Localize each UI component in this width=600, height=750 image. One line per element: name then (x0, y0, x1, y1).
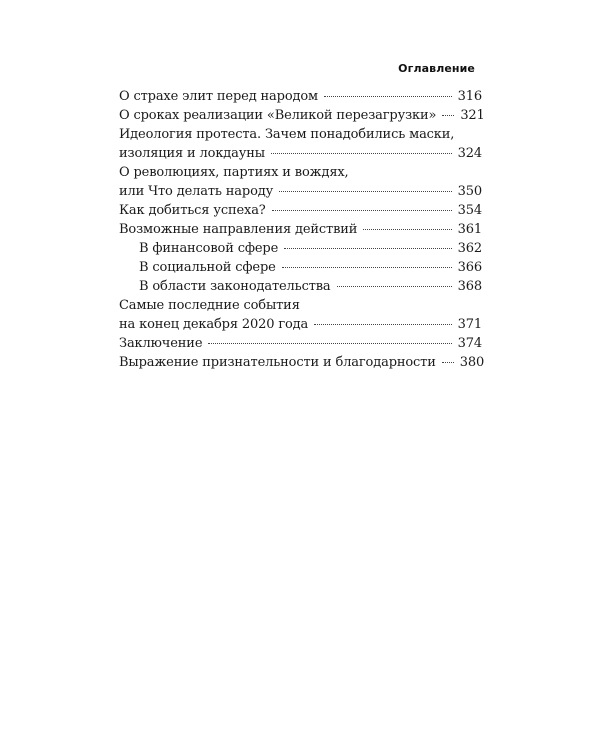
toc-entry-title-line: Самые последние события (119, 298, 300, 313)
toc-entry (119, 201, 482, 220)
running-head-title: Оглавление (398, 62, 475, 75)
toc-page-number: 350 (457, 184, 482, 199)
toc-entry-title: Как добиться успеха? (119, 203, 266, 218)
toc-entry (119, 353, 485, 372)
toc-entry-title: О сроках реализации «Великой перезагрузки» (119, 108, 437, 123)
dot-leader (279, 191, 452, 192)
dot-leader (442, 362, 454, 363)
table-of-contents (119, 87, 485, 372)
toc-subentry (119, 258, 482, 277)
toc-page-number: 368 (457, 279, 482, 294)
toc-page-number: 354 (457, 203, 482, 218)
dot-leader (442, 115, 454, 116)
toc-page-number: 371 (457, 317, 482, 332)
toc-page-number: 321 (460, 108, 485, 123)
toc-entry-title: Возможные направления действий (119, 222, 358, 237)
dot-leader (363, 229, 451, 230)
toc-page-number: 316 (457, 89, 482, 104)
toc-entry-title: В финансовой сфере (139, 241, 279, 256)
toc-entry-title: Выражение признательности и благодарности (119, 355, 436, 370)
toc-entry-title-line: на конец декабря 2020 года (119, 317, 309, 332)
dot-leader (208, 343, 451, 344)
dot-leader (314, 324, 452, 325)
toc-entry (119, 163, 482, 201)
toc-page-number: 324 (457, 146, 482, 161)
toc-entry (119, 220, 482, 239)
toc-page-number: 362 (457, 241, 482, 256)
toc-entry-title-line: изоляция и локдауны (119, 146, 265, 161)
toc-entry-title-line: или Что делать народу (119, 184, 274, 199)
toc-entry (119, 334, 482, 353)
dot-leader (324, 96, 452, 97)
dot-leader (282, 267, 452, 268)
toc-subentry (119, 277, 482, 296)
toc-entry (119, 125, 482, 163)
toc-subentry (119, 239, 482, 258)
toc-page-number: 361 (457, 222, 482, 237)
toc-entry-title: В области законодательства (139, 279, 331, 294)
dot-leader (337, 286, 452, 287)
toc-entry-title: В социальной сфере (139, 260, 276, 275)
toc-entry (119, 296, 482, 334)
dot-leader (272, 210, 452, 211)
dot-leader (284, 248, 452, 249)
toc-entry (119, 106, 485, 125)
toc-entry-title: Заключение (119, 336, 203, 351)
toc-page-number: 374 (457, 336, 482, 351)
toc-entry-title-line: О революциях, партиях и вождях, (119, 165, 349, 180)
dot-leader (271, 153, 452, 154)
toc-entry (119, 87, 482, 106)
toc-page-number: 366 (457, 260, 482, 275)
toc-page-number: 380 (459, 355, 485, 370)
toc-entry-title: О страхе элит перед народом (119, 89, 318, 104)
toc-entry-title-line: Идеология протеста. Зачем понадобились маски, (119, 127, 455, 142)
